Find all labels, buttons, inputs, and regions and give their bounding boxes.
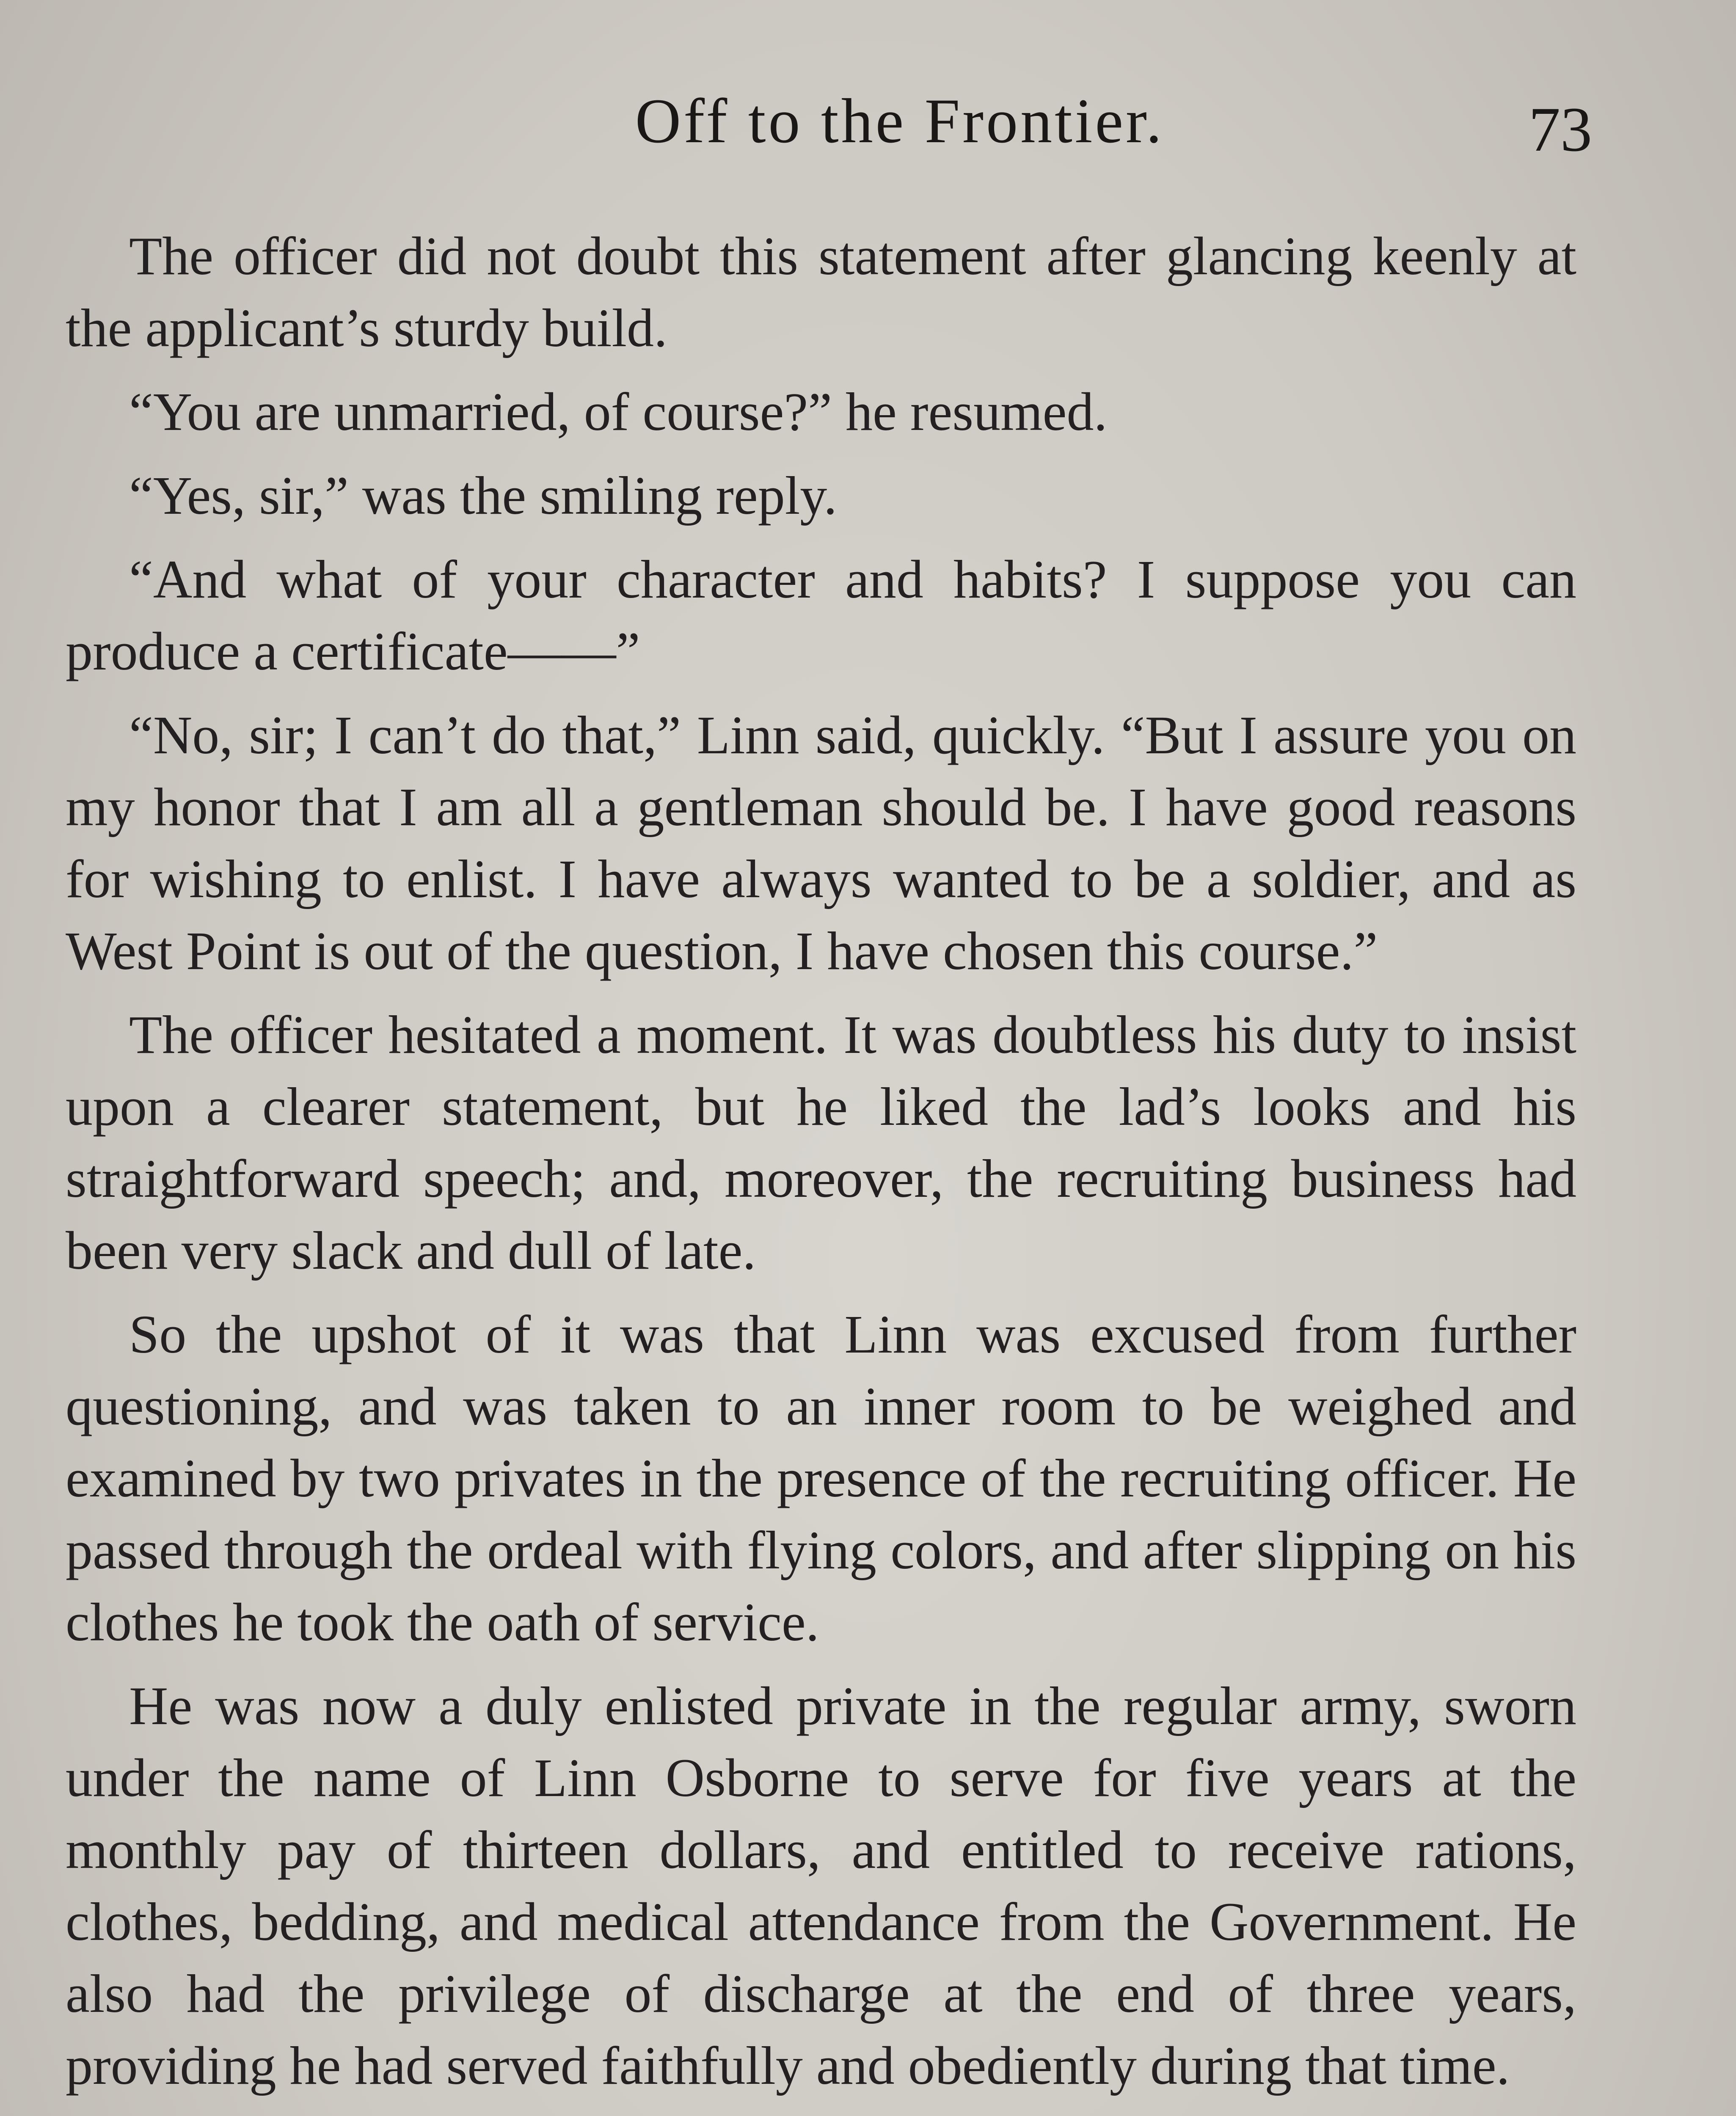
paragraph: The officer did not doubt this statement after glancing keenly at the applicant’s sturdy build.	[66, 226, 1576, 358]
paragraph	[66, 2113, 1576, 2116]
paragraph: He was now a duly enlisted private in the regular army, sworn under the name of Linn Osborne to serve for five years at the monthly pay of thirteen dollars, and entitled to receive rations, clothes, bedding, and medical attendance from the Government. He also had the privilege of discharge at the end of three years, providing he had served faithfully and obediently during that time.	[66, 1676, 1576, 2096]
page-number: 73	[1529, 94, 1592, 165]
paragraph: “And what of your character and habits? I suppose you can produce a certificate——”	[66, 549, 1576, 681]
paragraph: “Yes, sir,” was the smiling reply.	[129, 466, 837, 526]
page-header	[68, 85, 1592, 169]
paragraph: The officer hesitated a moment. It was doubtless his duty to insist upon a clearer statement, but he liked the lad’s looks and his straightforward speech; and, moreover, the recruiting business had been very slack and dull of late.	[66, 1005, 1576, 1281]
paragraph: “No, sir; I can’t do that,” Linn said, quickly. “But I assure you on my honor that I am all a gentleman should be. I have good reasons for wishing to enlist. I have always wanted to be a soldier, and as West Point is out of the question, I have chosen this course.”	[66, 705, 1576, 981]
running-title: Off to the Frontier.	[635, 86, 1165, 156]
body-text	[66, 220, 1576, 2116]
paragraph: “You are unmarried, of course?” he resumed.	[129, 382, 1108, 442]
paragraph: So the upshot of it was that Linn was excused from further questioning, and was taken to an inner room to be weighed and examined by two privates in the presence of the recruiting officer. He passed through the ordeal with flying colors, and after slipping on his clothes he took the oath of service.	[66, 1304, 1576, 1652]
